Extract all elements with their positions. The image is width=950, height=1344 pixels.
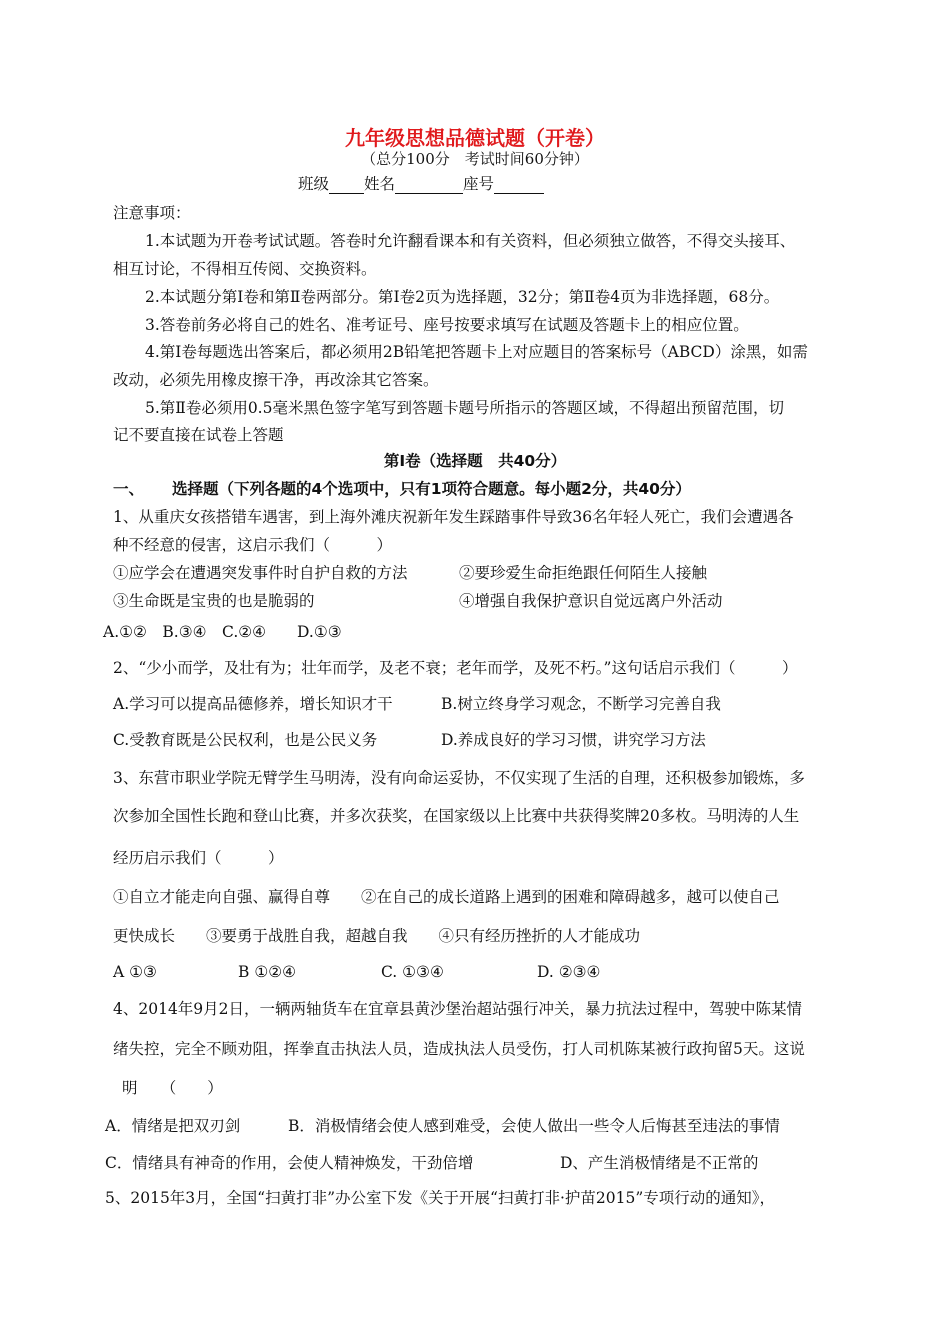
q3-choice-a: A ①③	[113, 963, 157, 981]
student-info-line	[298, 174, 544, 194]
q1-option-4: ④增强自我保护意识自觉远离户外活动	[459, 592, 723, 610]
q3-option-line-1: ①自立才能走向自强、赢得自尊 ②在自己的成长道路上遇到的困难和障碍越多，越可以使自己	[113, 888, 780, 906]
q2-choice-c: C.受教育既是公民权利，也是公民义务	[113, 731, 378, 749]
q4-line-2: 绪失控，完全不顾劝阻，挥拳直击执法人员，造成执法人员受伤，打人司机陈某被行政拘留5天。这说	[113, 1040, 805, 1058]
q3-choice-b: B ①②④	[238, 963, 297, 981]
q1-option-2: ②要珍爱生命拒绝跟任何陌生人接触	[459, 564, 708, 582]
q4-choice-a: A．情绪是把双刃剑	[105, 1117, 241, 1135]
q1-line-2: 种不经意的侵害，这启示我们（ ）	[113, 536, 393, 554]
q4-choice-d: D、产生消极情绪是不正常的	[560, 1154, 759, 1172]
note-1-line-2: 相互讨论，不得相互传阅、交换资料。	[113, 260, 377, 278]
note-1-line-1: 1.本试题为开卷考试试题。答卷时允许翻看课本和有关资料，但必须独立做答，不得交头接耳、	[145, 232, 796, 250]
seat-blank	[494, 177, 544, 194]
note-4-line-2: 改动，必须先用橡皮擦干净，再改涂其它答案。	[113, 371, 439, 389]
q3-choice-c: C. ①③④	[381, 963, 444, 981]
q1-option-1: ①应学会在遭遇突发事件时自护自救的方法	[113, 564, 408, 582]
q3-line-3: 经历启示我们（ ）	[113, 849, 284, 867]
q1-choices: A.①② B.③④ C.②④ D.①③	[103, 623, 342, 641]
note-2: 2.本试题分第Ⅰ卷和第Ⅱ卷两部分。第Ⅰ卷2页为选择题，32分；第Ⅱ卷4页为非选择题，68分。	[145, 288, 780, 306]
exam-subtitle: （总分100分 考试时间60分钟）	[361, 150, 589, 168]
q2-choice-a: A.学习可以提高品德修养，增长知识才干	[113, 695, 393, 713]
class-label: 班级	[298, 175, 330, 193]
q3-line-2: 次参加全国性长跑和登山比赛，并多次获奖，在国家级以上比赛中共获得奖牌20多枚。马明涛的人生	[113, 807, 800, 825]
part-number: 一、	[113, 480, 145, 498]
q4-line-1: 4、2014年9月2日，一辆两轴货车在宜章县黄沙堡治超站强行冲关，暴力抗法过程中，驾驶中陈某情	[113, 1000, 803, 1018]
class-blank	[329, 177, 364, 194]
q1-option-3: ③生命既是宝贵的也是脆弱的	[113, 592, 315, 610]
note-4-line-1: 4.第Ⅰ卷每题选出答案后，都必须用2B铅笔把答题卡上对应题目的答案标号（ABCD）涂黑，如需	[145, 343, 808, 361]
q3-option-line-2: 更快成长 ③要勇于战胜自我，超越自我 ④只有经历挫折的人才能成功	[113, 927, 641, 945]
q3-choice-d: D. ②③④	[537, 963, 601, 981]
note-5-line-1: 5.第Ⅱ卷必须用0.5毫米黑色签字笔写到答题卡题号所指示的答题区域，不得超出预留范围，切	[145, 399, 784, 417]
q5-line-1: 5、2015年3月，全国“扫黄打非”办公室下发《关于开展“扫黄打非·护苗2015”专项行动的通知》，	[105, 1189, 775, 1207]
name-blank	[395, 177, 463, 194]
q4-choice-b: B．消极情绪会使人感到难受，会使人做出一些令人后悔甚至违法的事情	[288, 1117, 780, 1135]
section-title: 第Ⅰ卷（选择题 共40分）	[383, 452, 567, 470]
q2-choice-d: D.养成良好的学习习惯，讲究学习方法	[441, 731, 706, 749]
q2-line-1: 2、“少小而学，及壮有为；壮年而学，及老不衰；老年而学，及死不朽。”这句话启示我们（ ）	[113, 659, 798, 677]
q4-line-3: 明 （ ）	[122, 1079, 223, 1097]
name-label: 姓名	[364, 175, 396, 193]
q2-choice-b: B.树立终身学习观念，不断学习完善自我	[441, 695, 721, 713]
notes-heading: 注意事项：	[113, 204, 191, 222]
q3-line-1: 3、东营市职业学院无臂学生马明涛，没有向命运妥协，不仅实现了生活的自理，还积极参加锻炼，多	[113, 769, 805, 787]
seat-label: 座号	[463, 175, 495, 193]
q1-line-1: 1、从重庆女孩搭错车遇害，到上海外滩庆祝新年发生踩踏事件导致36名年轻人死亡，我们会遭遇各	[113, 508, 794, 526]
q4-choice-c: C．情绪具有神奇的作用，会使人精神焕发，干劲倍增	[105, 1154, 474, 1172]
note-5-line-2: 记不要直接在试卷上答题	[113, 426, 284, 444]
note-3: 3.答卷前务必将自己的姓名、准考证号、座号按要求填写在试题及答题卡上的相应位置。	[145, 316, 749, 334]
page-title: 九年级思想品德试题（开卷）	[345, 126, 605, 150]
part-instructions: 选择题（下列各题的4个选项中，只有1项符合题意。每小题2分，共40分）	[172, 480, 691, 498]
